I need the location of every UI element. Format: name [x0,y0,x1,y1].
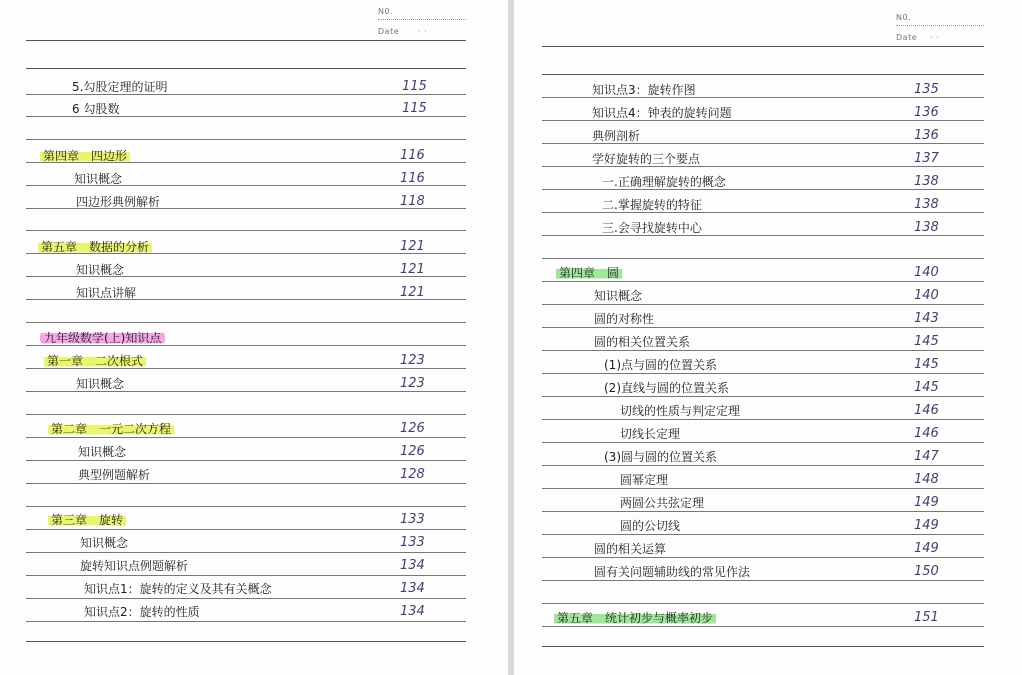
ruled-line [26,529,466,530]
chapter-heading: 第四章 圆 [556,266,622,280]
ruled-line [26,460,466,461]
page-number: 135 [914,82,939,97]
chapter-heading: 第二章 一元二次方程 [48,422,174,436]
toc-entry: 两圆公共弦定理 [620,496,705,510]
ruled-line [542,258,984,259]
page-number: 140 [914,265,939,280]
ruled-line [542,646,984,647]
toc-entry: 知识点3：旋转作图 [592,83,696,97]
toc-entry: 圆有关问题辅助线的常见作法 [594,565,751,579]
toc-entry: 知识概念 [80,536,129,550]
page-number: 134 [400,604,425,619]
page-number: 138 [914,174,939,189]
page-number: 123 [400,353,425,368]
ruled-line [26,40,466,41]
page-number: 116 [400,171,425,186]
ruled-line [542,442,984,443]
toc-entry: 二.掌握旋转的特征 [602,198,702,212]
ruled-line [26,345,466,346]
toc-entry: 6 勾股数 [72,102,120,116]
ruled-line [26,391,466,392]
ruled-line [26,230,466,231]
toc-entry: 圆的对称性 [594,312,655,326]
toc-entry: 圆的相关运算 [594,542,667,556]
page-number: 123 [400,376,425,391]
toc-entry: 知识概念 [78,445,127,459]
toc-entry: 切线的性质与判定定理 [620,404,741,418]
toc-entry: 旋转知识点例题解析 [80,559,189,573]
toc-entry: 知识概念 [594,289,643,303]
ruled-line [542,166,984,167]
page-number: 118 [400,194,425,209]
ruled-line [26,641,466,642]
ruled-line [542,235,984,236]
date-label: Date [896,33,918,42]
ruled-line [542,212,984,213]
page-number: 133 [400,512,425,527]
toc-entry: 5.勾股定理的证明 [72,80,168,94]
page-number: 149 [914,495,939,510]
ruled-line [26,483,466,484]
toc-entry: 三.会寻找旋转中心 [602,221,702,235]
header-dotted-line [378,19,466,20]
ruled-line [542,143,984,144]
ruled-line [542,511,984,512]
page-number: 134 [400,558,425,573]
ruled-line [542,603,984,604]
ruled-line [542,488,984,489]
chapter-heading: 第五章 统计初步与概率初步 [554,611,716,625]
page-number: 146 [914,403,939,418]
toc-entry: (1)点与圆的位置关系 [604,358,717,372]
page-number: 147 [914,449,939,464]
toc-entry: 知识点讲解 [76,286,137,300]
ruled-line [542,120,984,121]
page-number: 149 [914,518,939,533]
ruled-line [542,396,984,397]
ruled-line [26,575,466,576]
ruled-line [542,74,984,75]
ruled-line [542,626,984,627]
ruled-line [542,327,984,328]
ruled-line [26,68,466,69]
page-number: 138 [914,220,939,235]
ruled-line [26,368,466,369]
date-marks: · · [418,27,428,36]
page-number: 146 [914,426,939,441]
page-number: 121 [400,239,425,254]
ruled-line [542,419,984,420]
page-number: 136 [914,128,939,143]
ruled-line [542,281,984,282]
page-number: 145 [914,380,939,395]
page-number: 140 [914,288,939,303]
toc-entry: 圆幂定理 [620,473,669,487]
page-number: 121 [400,285,425,300]
page-number: 149 [914,541,939,556]
chapter-heading: 第五章 数据的分析 [38,240,152,254]
page-number: 126 [400,421,425,436]
ruled-line [542,373,984,374]
toc-entry: 一.正确理解旋转的概念 [602,175,726,189]
toc-entry: 圆的公切线 [620,519,681,533]
toc-entry: (2)直线与圆的位置关系 [604,381,729,395]
ruled-line [26,506,466,507]
ruled-line [542,557,984,558]
page-number: 128 [400,467,425,482]
ruled-line [26,139,466,140]
toc-entry: 知识点2：旋转的性质 [84,605,200,619]
toc-entry: 典型例题解析 [78,468,151,482]
ruled-line [542,534,984,535]
toc-entry: 知识概念 [76,263,125,277]
ruled-line [26,598,466,599]
page-number: 121 [400,262,425,277]
page-number: 143 [914,311,939,326]
ruled-line [542,189,984,190]
toc-entry: 知识点1：旋转的定义及其有关概念 [84,582,272,596]
ruled-line [26,116,466,117]
ruled-line [542,304,984,305]
ruled-line [26,552,466,553]
page-number: 115 [402,101,427,116]
toc-entry: 四边形典例解析 [76,195,161,209]
page-number: 126 [400,444,425,459]
page-number: 116 [400,148,425,163]
toc-entry: 知识概念 [74,172,123,186]
toc-entry: 圆的相关位置关系 [594,335,691,349]
page-number: 133 [400,535,425,550]
toc-entry: 学好旋转的三个要点 [592,152,701,166]
notebook-page-right [514,0,1022,675]
page-number: 145 [914,357,939,372]
page-number: 115 [402,79,427,94]
ruled-line [26,322,466,323]
ruled-line [542,46,984,47]
notebook-page-left [0,0,508,675]
chapter-heading: 第四章 四边形 [40,149,130,163]
toc-entry: 知识概念 [76,377,125,391]
ruled-line [26,621,466,622]
header-dotted-line [896,25,984,26]
page-number: 148 [914,472,939,487]
page-number: 151 [914,610,939,625]
page-number: 136 [914,105,939,120]
chapter-heading: 第一章 二次根式 [44,354,146,368]
toc-entry: 切线长定理 [620,427,681,441]
page-number: 137 [914,151,939,166]
ruled-line [542,465,984,466]
chapter-heading: 第三章 旋转 [48,513,126,527]
date-label: Date [378,27,400,36]
page-number: 145 [914,334,939,349]
toc-entry: 典例剖析 [592,129,641,143]
toc-entry: (3)圆与圆的位置关系 [604,450,717,464]
section-heading-grade9: 九年级数学(上)知识点 [40,331,165,345]
page-number: 134 [400,581,425,596]
ruled-line [542,580,984,581]
ruled-line [26,437,466,438]
toc-entry: 知识点4：钟表的旋转问题 [592,106,732,120]
no-label: N0. [896,13,912,22]
ruled-line [542,350,984,351]
page-number: 150 [914,564,939,579]
page-number: 138 [914,197,939,212]
ruled-line [26,94,466,95]
ruled-line [542,97,984,98]
date-marks: · · [930,33,940,42]
no-label: N0. [378,7,394,16]
ruled-line [26,414,466,415]
